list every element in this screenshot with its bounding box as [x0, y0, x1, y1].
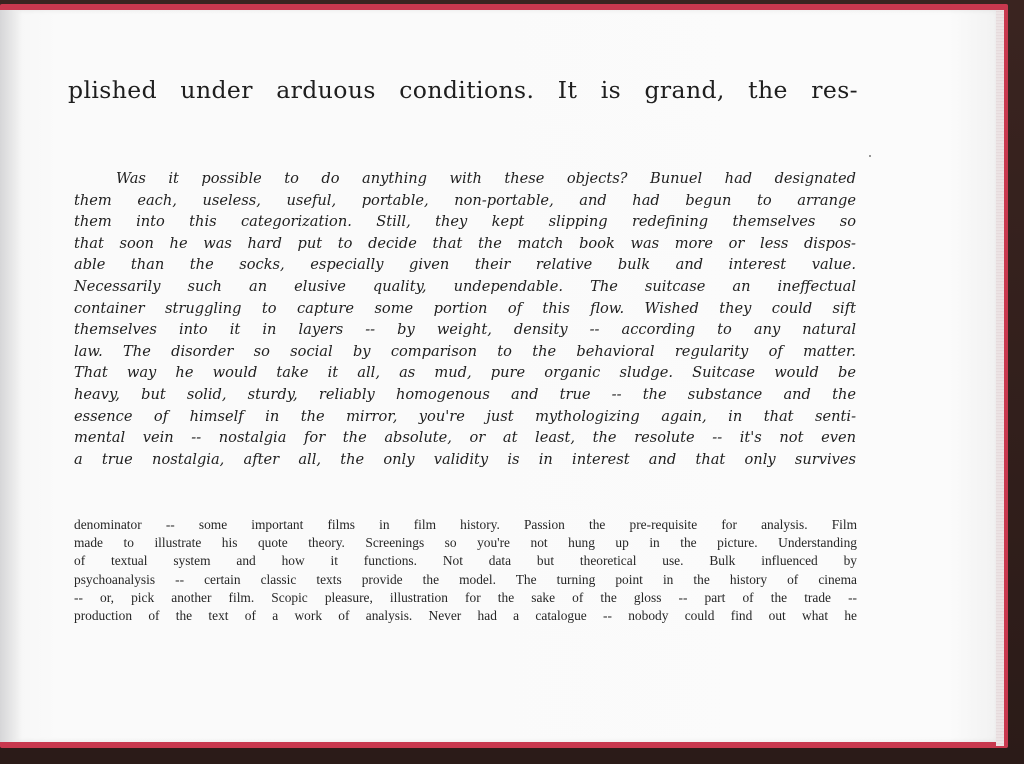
italic-line: mental vein -- nostalgia for the absolute, or at least, the resolute -- it's not even	[74, 429, 856, 447]
italic-line: a true nostalgia, after all, the only validity is in interest and that only survives	[74, 450, 856, 468]
page-gutter-shadow	[0, 10, 22, 742]
typed-line: psychoanalysis -- certain classic texts provide the model. The turning point in the history of cinema	[74, 571, 857, 587]
typed-line: denominator -- some important films in film history. Passion the pre-requisite for analysis. Film	[74, 517, 857, 532]
italic-line: essence of himself in the mirror, you're just mythologizing again, in that senti-	[74, 407, 856, 425]
italic-line: Necessarily such an elusive quality, undependable. The suitcase an ineffectual	[74, 277, 856, 295]
italic-line: them into this categorization. Still, they kept slipping redefining themselves so	[74, 213, 856, 231]
paper-speck	[869, 155, 871, 157]
italic-line: law. The disorder so social by comparison to the behavioral regularity of matter.	[74, 342, 856, 360]
italic-line: able than the socks, especially given their relative bulk and interest value.	[74, 256, 856, 274]
page-stack-edge	[996, 10, 1004, 746]
italic-paragraph	[74, 168, 856, 470]
typed-line: production of the text of a work of analysis. Never had a catalogue -- nobody could find out what he	[74, 608, 857, 624]
italic-line: that soon he was hard put to decide that the match book was more or less dispos-	[74, 234, 856, 252]
italic-line: themselves into it in layers -- by weight, density -- according to any natural	[74, 321, 856, 339]
italic-line: them each, useless, useful, portable, non-portable, and had begun to arrange	[74, 191, 856, 209]
typed-line: -- or, pick another film. Scopic pleasure, illustration for the sake of the gloss -- part of the trade --	[74, 589, 857, 605]
header-text-line	[68, 76, 858, 104]
italic-line: heavy, but solid, sturdy, reliably homogenous and true -- the substance and the	[74, 385, 856, 403]
typed-line: made to illustrate his quote theory. Screenings so you're not hung up in the picture. Understanding	[74, 535, 857, 551]
italic-line: That way he would take it all, as mud, pure organic sludge. Suitcase would be	[74, 364, 856, 382]
header-line-text: plished under arduous conditions. It is grand, the res-	[68, 76, 858, 104]
italic-line: container struggling to capture some portion of this flow. Wished they could sift	[74, 299, 856, 317]
typed-paragraph	[74, 516, 857, 625]
typed-line: of textual system and how it functions. Not data but theoretical use. Bulk influenced by	[74, 553, 857, 569]
italic-line: Was it possible to do anything with these objects? Bunuel had designated	[116, 170, 856, 187]
